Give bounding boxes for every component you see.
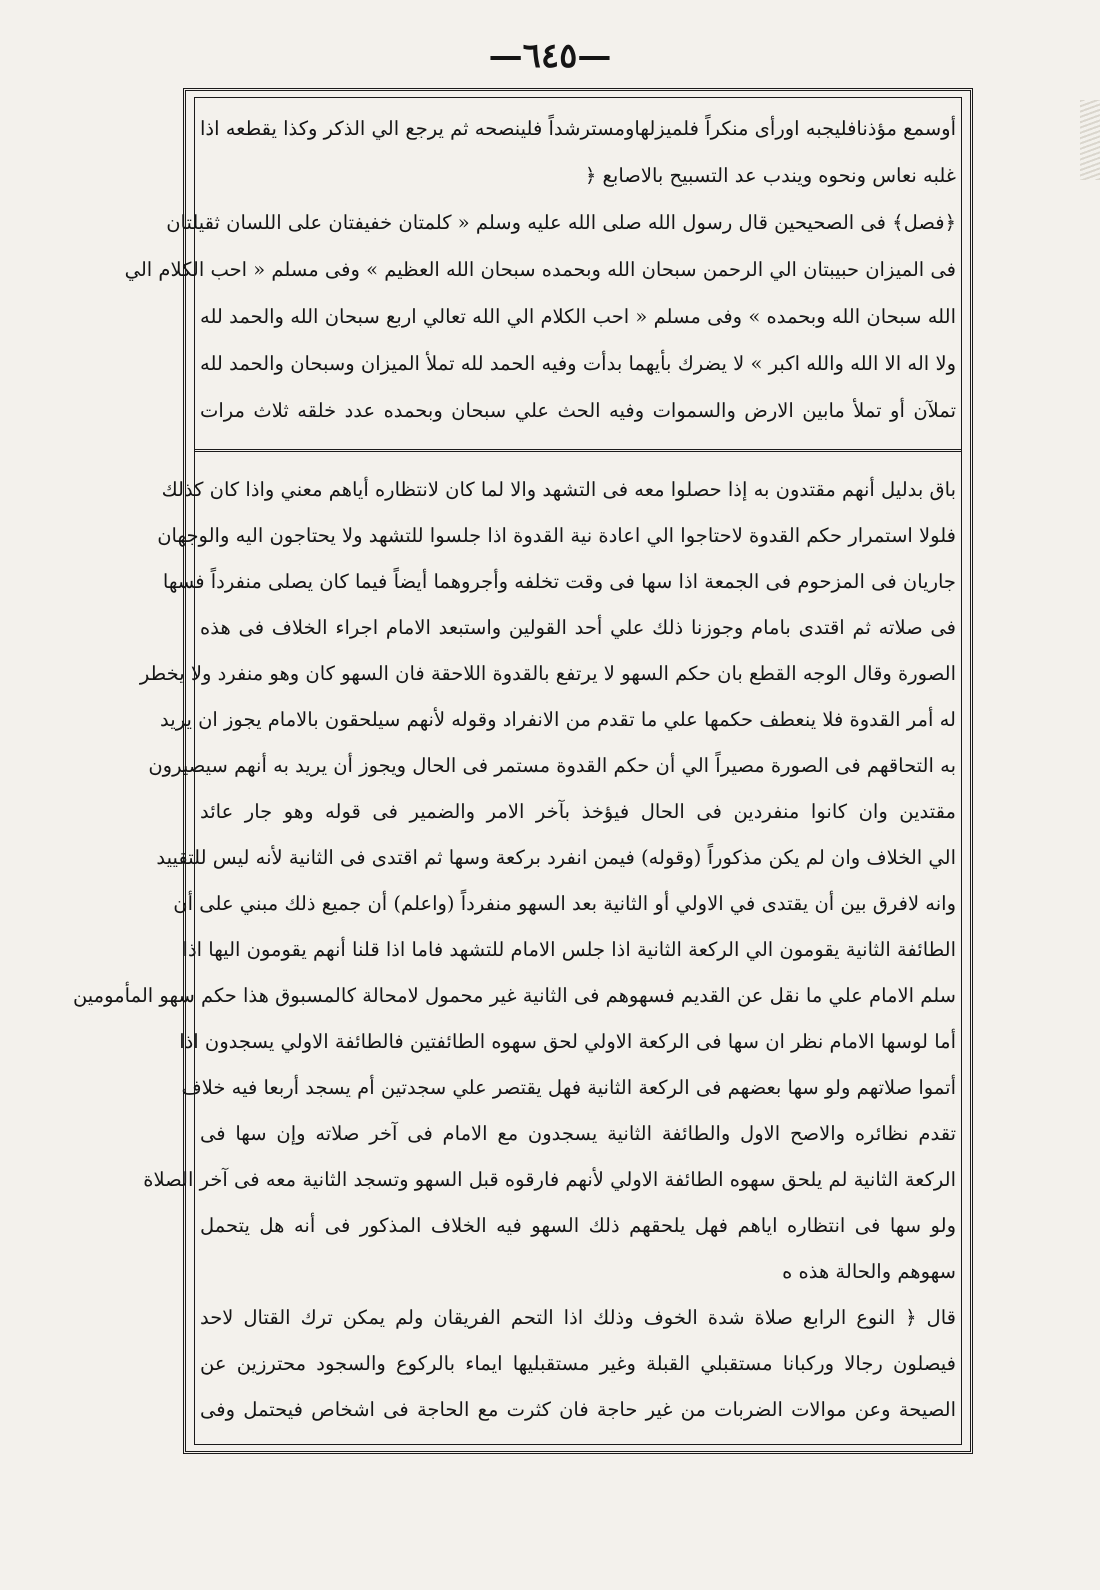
- text-line: فى صلاته ثم اقتدى بامام وجوزنا ذلك علي أحد القولين واستبعد الامام اجراء الخلاف فى هذه: [200, 616, 956, 639]
- text-line: الصيحة وعن موالات الضربات من غير حاجة فان كثرت مع الحاجة فى اشخاص فيحتمل وفى: [200, 1398, 956, 1421]
- text-line: جاريان فى المزحوم فى الجمعة اذا سها فى وقت تخلفه وأجروهما أيضاً فيما كان يصلى منفرداً فسها: [162, 570, 956, 593]
- page-edge-shadow: [1080, 100, 1100, 180]
- text-line: فى الميزان حبيبتان الي الرحمن سبحان الله وبحمده سبحان الله العظيم » وفى مسلم « احب الكلام الي: [124, 258, 956, 281]
- text-line: وانه لافرق بين أن يقتدى في الاولي أو الثانية بعد السهو منفرداً (واعلم) أن جميع ذلك مبني على أن: [173, 892, 956, 915]
- page-number: —٦٤٥—: [488, 36, 612, 76]
- text-line: له أمر القدوة فلا ينعطف حكمها علي ما تقدم من الانفراد وقوله لأنهم سيلحقون بالامام يجوز ان يريد: [160, 708, 956, 731]
- text-line: فيصلون رجالا وركبانا مستقبلي القبلة وغير مستقبليها ايماء بالركوع والسجود محترزين عن: [200, 1352, 956, 1375]
- text-line: غلبه نعاس ونحوه ويندب عد التسبيح بالاصابع ﴿: [584, 164, 956, 187]
- text-line: تقدم نظائره والاصح الاول والطائفة الثانية يسجدون مع الامام فى آخر صلاته وإن سها فى: [200, 1122, 956, 1145]
- text-line: ولو سها فى انتظاره اياهم فهل يلحقهم ذلك السهو فيه الخلاف المذكور فى أنه هل يتحمل: [200, 1214, 956, 1237]
- text-line: ﴿فصل﴾ فى الصحيحين قال رسول الله صلى الله عليه وسلم « كلمتان خفيفتان على اللسان ثقيلتان: [166, 211, 956, 234]
- text-line: أوسمع مؤذنافليجبه اورأى منكراً فلميزلهاومسترشداً فلينصحه ثم يرجع الي الذكر وكذا يقطعه اذا: [200, 117, 956, 140]
- text-frame: [72, 88, 973, 1454]
- text-line: قال ﴿ النوع الرابع صلاة شدة الخوف وذلك اذا التحم الفريقان ولم يمكن ترك القتال لاحد: [200, 1306, 956, 1329]
- text-line: الركعة الثانية لم يلحق سهوه الطائفة الاولي لأنهم فارقوه قبل السهو وتسجد الثانية معه فى آخر الصلاة: [143, 1168, 956, 1191]
- text-line: فلولا استمرار حكم القدوة لاحتاجوا الي اعادة نية القدوة اذا جلسوا للتشهد ولا يحتاجون اليه والوجهان: [157, 524, 956, 547]
- text-line: به التحاقهم فى الصورة مصيراً الي أن حكم القدوة مستمر فى الحال ويجوز أن يريد به أنهم سيصيرون: [148, 754, 956, 777]
- text-line: الصورة وقال الوجه القطع بان حكم السهو لا يرتفع بالقدوة اللاحقة فان السهو كان وهو منفرد ولا يخطر: [139, 662, 956, 685]
- text-line: تملآن أو تملأ مابين الارض والسموات وفيه الحث علي سبحان وبحمده عدد خلقه ثلاث مرات: [200, 399, 956, 422]
- text-line: باق بدليل أنهم مقتدون به إذا حصلوا معه فى التشهد والا لما كان لانتظاره أياهم معني واذا كان كذلك: [161, 478, 956, 501]
- text-line: أما لوسها الامام نظر ان سها فى الركعة الاولي لحق سهوه الطائفتين فالطائفة الاولي يسجدون اذا: [179, 1030, 956, 1053]
- text-line: سهوهم والحالة هذه ه: [782, 1260, 956, 1283]
- text-line: الله سبحان الله وبحمده » وفى مسلم « احب الكلام الي الله تعالي اربع سبحان الله والحمد لله: [200, 305, 956, 328]
- text-line: سلم الامام علي ما نقل عن القديم فسهوهم فى الثانية غير محمول لامحالة كالمسبوق هذا حكم سهو المأمومين: [72, 984, 956, 1007]
- text-line: الطائفة الثانية يقومون الي الركعة الثانية اذا جلس الامام للتشهد فاما اذا قلنا أنهم يقومون اليها اذا: [182, 938, 956, 961]
- text-line: ولا اله الا الله والله اكبر » لا يضرك بأيهما بدأت وفيه الحمد لله تملأ الميزان وسبحان والحمد لله: [200, 352, 956, 375]
- section-divider: [194, 449, 962, 452]
- text-line: مقتدين وان كانوا منفردين فى الحال فيؤخذ بآخر الامر والضمير فى قوله وهو جار عائد: [200, 800, 956, 823]
- upper-text-block: [124, 105, 956, 434]
- lower-text-block: [72, 467, 956, 1433]
- text-line: الي الخلاف وان لم يكن مذكوراً (وقوله) فيمن انفرد بركعة وسها ثم اقتدى فى الثانية لأنه ليس للتقييد: [156, 846, 956, 869]
- text-line: أتموا صلاتهم ولو سها بعضهم فى الركعة الثانية فهل يقتصر علي سجدتين أم يسجد أربعا فيه خلاف: [181, 1076, 956, 1099]
